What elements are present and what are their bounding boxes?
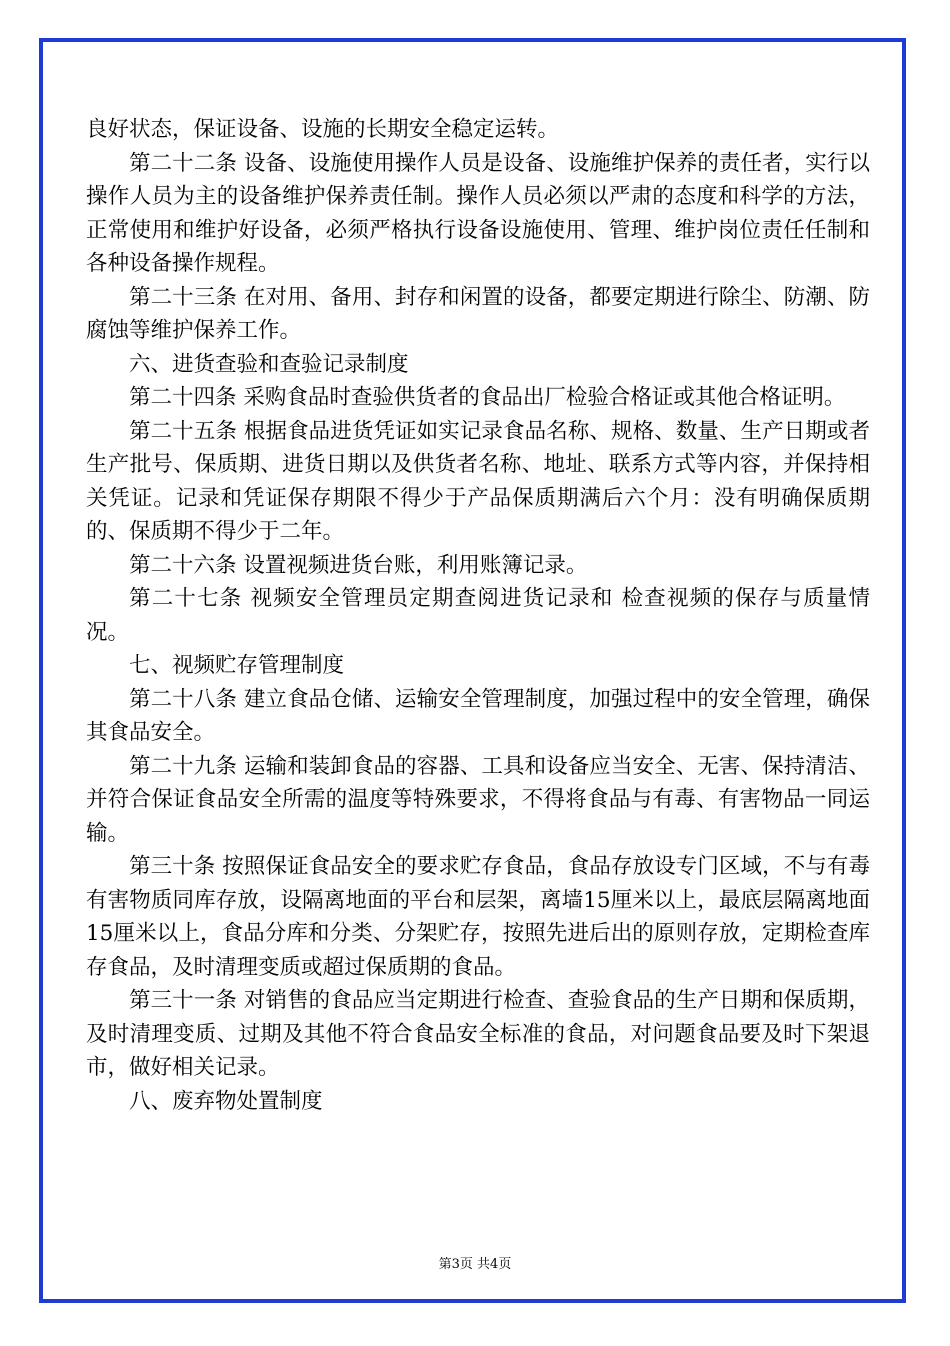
section-heading: 六、进货查验和查验记录制度: [129, 351, 409, 377]
section-heading: 八、废弃物处置制度: [129, 1088, 323, 1114]
section-heading: 七、视频贮存管理制度: [129, 653, 345, 678]
paragraph: 第二十六条 设置视频进货台账，利用账簿记录。: [129, 552, 588, 578]
paragraph: 第二十七条 视频安全管理员定期查阅进货记录和 检查视频的保存与质量情况。: [86, 586, 870, 645]
page-footer: 第3页 共4页: [438, 1257, 512, 1272]
paragraph: 第二十二条 设备、设施使用操作人员是设备、设施维护保养的责任者，实行以操作人员为主的设备维护保养责任制。操作人员必须以严肃的态度和科学的方法，正常使用和维护好设备，必须严格执行设备设施使用、管理、维护岗位责任任制和各种设备操作规程。: [86, 150, 870, 276]
paragraph: 第二十四条 采购食品时查验供货者的食品出厂检验合格证或其他合格证明。: [129, 385, 846, 410]
paragraph: 第二十八条 建立食品仓储、运输安全管理制度，加强过程中的安全管理，确保其食品安全。: [86, 686, 870, 745]
paragraph: 第二十九条 运输和装卸食品的容器、工具和设备应当安全、无害、保持清洁、并符合保证食品安全所需的温度等特殊要求，不得将食品与有毒、有害物品一同运输。: [86, 753, 870, 846]
paragraph: 第三十条 按照保证食品安全的要求贮存食品，食品存放设专门区域，不与有毒有害物质同库存放，设隔离地面的平台和层架，离墙15厘米以上，最底层隔离地面15厘米以上，食品分库和分类、分架贮存，按照先进后出的原则存放，定期检查库存食品，及时清理变质或超过保质期的食品。: [86, 854, 870, 980]
paragraph: 第三十一条 对销售的食品应当定期进行检查、查验食品的生产日期和保质期，及时清理变质、过期及其他不符合食品安全标准的食品，对问题食品要及时下架退市，做好相关记录。: [86, 988, 870, 1080]
document-body: [86, 113, 870, 1118]
paragraph: 良好状态，保证设备、设施的长期安全稳定运转。: [86, 117, 560, 142]
paragraph: 第二十五条 根据食品进货凭证如实记录食品名称、规格、数量、生产日期或者生产批号、保质期、进货日期以及供货者名称、地址、联系方式等内容，并保持相关凭证。记录和凭证保存期限不得少于产品保质期满后六个月：没有明确保质期的、保质期不得少于二年。: [86, 418, 870, 544]
paragraph: 第二十三条 在对用、备用、封存和闲置的设备，都要定期进行除尘、防潮、防腐蚀等维护保养工作。: [86, 284, 870, 343]
